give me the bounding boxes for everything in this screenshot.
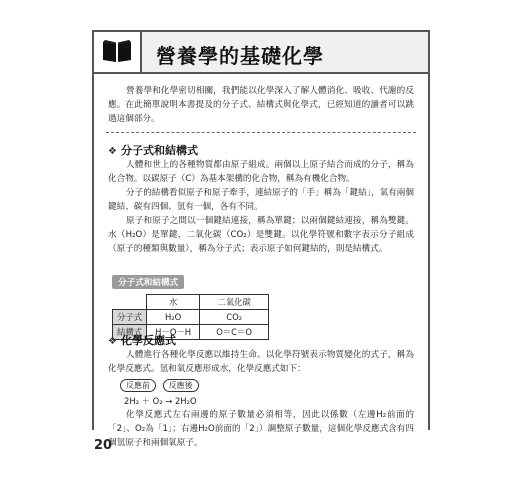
table-cell: O＝C＝O — [200, 325, 269, 340]
closing-paragraph: 化學反應式左右兩邊的原子數量必須相等，因此以係數（左邊H₂前面的「2」、O₂為「1」；右邊H₂O前面的「2」）調整原子數量，這個化學反應式含有四個氫原子和兩個氧原子。 — [108, 410, 414, 448]
row-header: 分子式 — [113, 310, 147, 325]
section1-paragraph: 人體和世上的各種物質都由原子組成。兩個以上原子結合而成的分子，稱為化合物。以碳原子（C）為基本架構的化合物，稱為有機化合物。 — [108, 160, 414, 184]
table-cell: CO₂ — [200, 310, 269, 325]
table-tag: 分子式和結構式 — [112, 275, 184, 289]
reaction-equation: 2H₂ ＋ O₂ → 2H₂O — [124, 396, 197, 406]
before-label: 反應前 — [120, 379, 156, 392]
reaction-equation-block — [120, 379, 203, 407]
intro-paragraph: 營養學和化學密切相關，我們能以化學深入了解人體消化、吸收、代謝的反應。在此簡單說明本書提及的分子式、結構式與化學式，已經知道的讀者可以跳過這個部分。 — [108, 86, 414, 124]
section1-paragraph: 原子和原子之間以一個鍵結連接，稱為單鍵；以兩個鍵結連接，稱為雙鍵。水（H₂O）是單鍵，二氧化碳（CO₂）是雙鍵。以化學符號和數字表示分子組成（原子的種類與數量），稱為分子式；表示原子如何鍵結的，則是結構式。 — [108, 216, 414, 254]
diamond-bullet-icon: ❖ — [108, 146, 117, 157]
table-cell: H₂O — [147, 310, 200, 325]
section2-closing — [108, 408, 414, 450]
section-heading-formula — [108, 142, 198, 158]
page-title: 營養學的基礎化學 — [156, 44, 324, 68]
open-book-icon — [102, 39, 132, 63]
page-number: 20 — [94, 438, 113, 453]
table-cell: H－O－H — [147, 325, 200, 340]
diamond-bullet-icon: ❖ — [108, 336, 117, 347]
after-label: 反應後 — [163, 379, 199, 392]
section2-body — [108, 348, 414, 376]
table-row — [113, 310, 269, 325]
dashed-divider — [106, 132, 416, 133]
section-heading-reaction — [108, 332, 176, 348]
icon-box — [94, 32, 142, 72]
section1-body — [108, 158, 414, 256]
table-corner — [113, 295, 147, 310]
section-heading-text: 化學反應式 — [120, 334, 176, 347]
column-header: 水 — [147, 295, 200, 310]
section2-paragraph: 人體進行各種化學反應以維持生命。以化學符號表示物質變化的式子，稱為化學反應式。氫和氧反應形成水，化學反應式如下： — [108, 350, 414, 374]
section-heading-text: 分子式和結構式 — [120, 144, 198, 157]
table-header-row — [113, 295, 269, 310]
column-header: 二氧化碳 — [200, 295, 269, 310]
section1-paragraph: 分子的結構看似原子和原子牽手，連結原子的「手」稱為「鍵結」，氧有兩個鍵結、碳有四個、氫有一個，各有不同。 — [108, 188, 414, 212]
row-header: 結構式 — [113, 325, 147, 340]
chapter-header — [94, 32, 428, 74]
